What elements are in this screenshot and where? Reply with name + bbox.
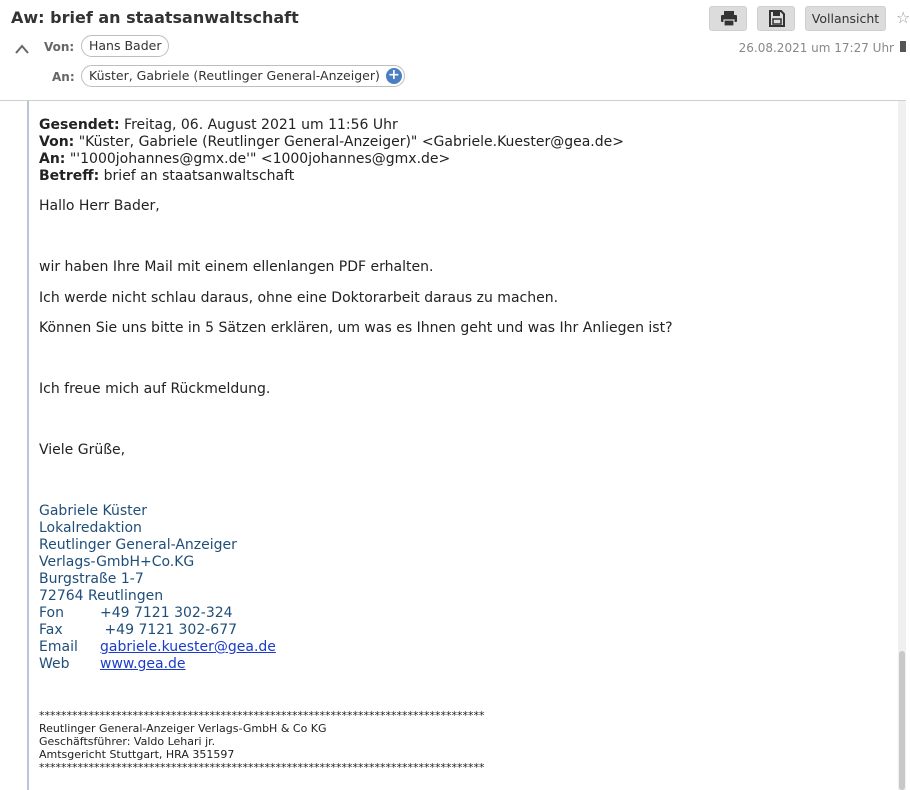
- to-chip-label: Küster, Gabriele (Reutlinger General-Anzeiger): [89, 68, 380, 83]
- paragraph-2: Ich werde nicht schlau daraus, ohne eine Doktorarbeit daraus zu machen.: [39, 290, 559, 306]
- paragraph-4: Ich freue mich auf Rückmeldung.: [39, 381, 271, 397]
- message-date: 26.08.2021 um 17:27 Uhr: [738, 41, 894, 55]
- footer-line-3: Amtsgericht Stuttgart, HRA 351597: [39, 748, 235, 761]
- add-contact-icon[interactable]: +: [386, 68, 402, 84]
- from-label: Von:: [44, 40, 75, 54]
- signature-company: Reutlinger General-Anzeiger: [39, 537, 237, 553]
- save-icon: [768, 10, 786, 27]
- subject-line: Betreff: brief an staatsanwaltschaft: [39, 168, 295, 184]
- footer-stars-bottom: *********************************************************************************: [39, 761, 485, 774]
- to-chip[interactable]: [81, 65, 405, 87]
- to-line: An: "'1000johannes@gmx.de'" <1000johannes@gmx.de>: [39, 151, 451, 167]
- signature-company2: Verlags-GmbH+Co.KG: [39, 554, 195, 570]
- paragraph-1: wir haben Ihre Mail mit einem ellenlangen PDF erhalten.: [39, 259, 434, 275]
- signature-city: 72764 Reutlingen: [39, 588, 164, 604]
- from-line: Von: "Küster, Gabriele (Reutlinger General-Anzeiger)" <Gabriele.Kuester@gea.de>: [39, 134, 624, 150]
- save-button[interactable]: [757, 6, 795, 31]
- signature-street: Burgstraße 1-7: [39, 571, 144, 587]
- signature-email: Email gabriele.kuester@gea.de: [39, 639, 276, 655]
- signature-dept: Lokalredaktion: [39, 520, 142, 536]
- star-icon[interactable]: ☆: [896, 8, 910, 27]
- message-content: [39, 117, 889, 774]
- footer-stars-top: *********************************************************************************: [39, 709, 485, 722]
- signature-name: Gabriele Küster: [39, 503, 148, 519]
- signature-web: Web www.gea.de: [39, 656, 186, 672]
- message-header: [0, 0, 910, 101]
- to-label: An:: [52, 70, 75, 84]
- sent-line: Gesendet: Freitag, 06. August 2021 um 11:56 Uhr: [39, 117, 398, 133]
- paragraph-3: Können Sie uns bitte in 5 Sätzen erklären, um was es Ihnen geht und was Ihr Anliegen ist?: [39, 320, 673, 336]
- scrollbar-thumb[interactable]: [899, 651, 905, 790]
- quote-bar: [27, 101, 29, 790]
- email-link[interactable]: gabriele.kuester@gea.de: [100, 639, 276, 655]
- closing: Viele Grüße,: [39, 442, 126, 458]
- print-button[interactable]: [709, 6, 747, 31]
- divider: [900, 41, 906, 52]
- footer-line-2: Geschäftsführer: Valdo Lehari jr.: [39, 735, 216, 748]
- chevron-up-icon[interactable]: [14, 40, 30, 52]
- footer-line-1: Reutlinger General-Anzeiger Verlags-GmbH & Co KG: [39, 722, 327, 735]
- message-body: [4, 101, 902, 790]
- fullview-button[interactable]: Vollansicht: [805, 6, 886, 31]
- message-subject: Aw: brief an staatsanwaltschaft: [11, 8, 299, 27]
- signature-fax: Fax +49 7121 302-677: [39, 622, 238, 638]
- scrollbar[interactable]: [898, 101, 906, 790]
- printer-icon: [720, 10, 738, 27]
- web-link[interactable]: www.gea.de: [100, 656, 186, 672]
- signature-fon: Fon +49 7121 302-324: [39, 605, 233, 621]
- from-chip[interactable]: Hans Bader: [81, 35, 169, 57]
- greeting: Hallo Herr Bader,: [39, 198, 160, 214]
